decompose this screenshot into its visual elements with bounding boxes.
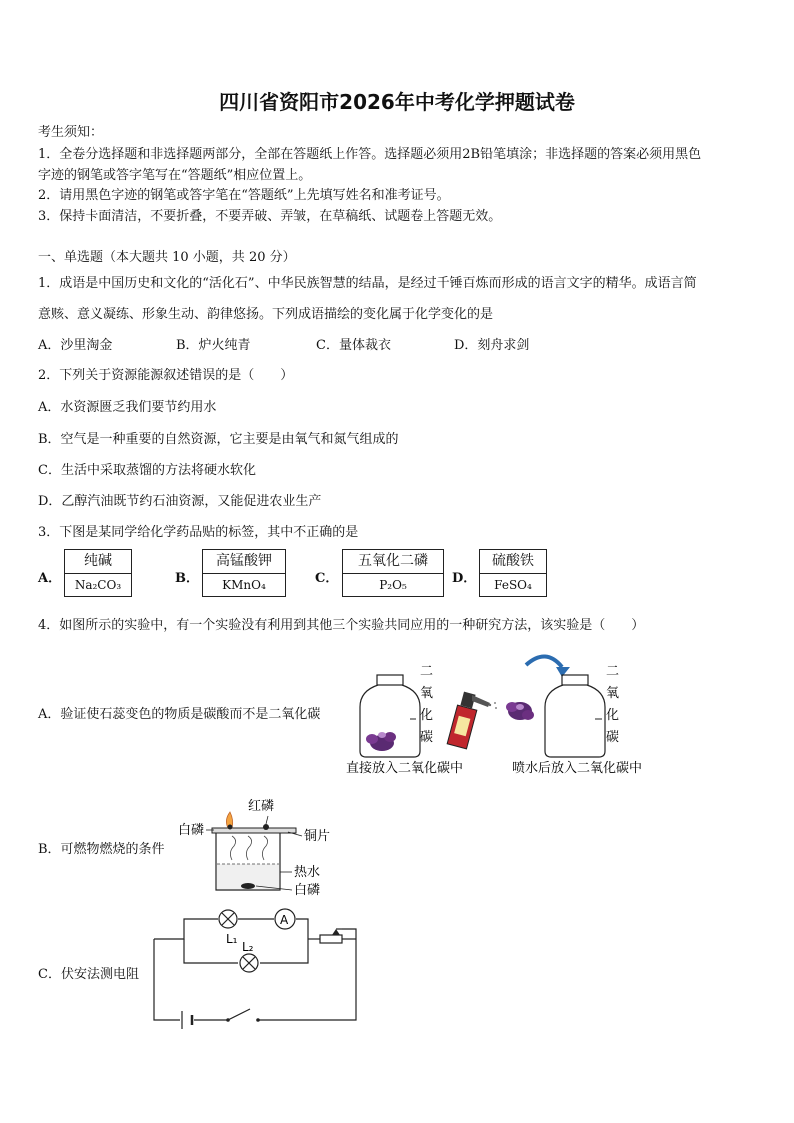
section-heading: 一、单选题（本大题共 10 小题，共 20 分） (38, 250, 296, 265)
q4-option-a: A．验证使石蕊变色的物质是碳酸而不是二氧化碳 (38, 707, 321, 722)
q3-letter-b: B． (175, 571, 199, 586)
notice-heading: 考生须知： (38, 125, 104, 140)
lamp-l2-icon (240, 954, 258, 972)
q1-stem-line2: 意赅、意义凝练、形象生动、韵律悠扬。下列成语描绘的变化属于化学变化的是 (38, 307, 494, 322)
gas-jar-right (545, 675, 605, 757)
phosphorus-dot (241, 883, 255, 889)
phosphorus-dot (228, 825, 233, 830)
notice-item: 3．保持卡面清洁，不要折叠，不要弄破、弄皱，在草稿纸、试题卷上答题无效。 (38, 209, 502, 224)
copper-plate (212, 828, 296, 833)
gas-label-char: 氧 (606, 686, 620, 701)
q4-option-b: B．可燃物燃烧的条件 (38, 842, 165, 857)
q2-option-a: A．水资源匮乏我们要节约用水 (38, 400, 217, 415)
q1-option-d: D．刻舟求剑 (454, 338, 530, 353)
curved-arrow-icon (526, 656, 562, 667)
combustion-experiment-figure (176, 794, 341, 898)
lamp-l2-label: L₂ (242, 940, 254, 954)
q1-option-c: C．量体裁衣 (316, 338, 391, 353)
red-phosphorus-label: 红磷 (248, 799, 275, 814)
circuit-diagram-figure (150, 905, 365, 1030)
reagent-name: 硫酸铁 (480, 550, 546, 574)
notice-item: 字迹的钢笔或答字笔写在“答题纸”相应位置上。 (38, 168, 312, 183)
battery-icon (182, 1011, 192, 1029)
gas-label-char: 化 (420, 708, 434, 723)
phosphorus-dot (263, 824, 269, 830)
lamp-l1-icon (219, 910, 237, 928)
steam-icon (262, 836, 267, 860)
purple-flower-icon (506, 702, 534, 720)
reagent-formula: Na₂CO₃ (74, 578, 122, 592)
notice-item: 1．全卷分选择题和非选择题两部分，全部在答题纸上作答。选择题必须用2B铅笔填涂；非选择题的答案必须用黑色 (38, 147, 702, 162)
caption-direct: 直接放入二氧化碳中 (346, 761, 464, 776)
steam-icon (230, 836, 235, 860)
q4-stem: 4．如图所示的实验中，有一个实验没有利用到其他三个实验共同应用的一种研究方法，该实验是（ ） (38, 618, 645, 633)
page-title: 四川省资阳市2026年中考化学押题试卷 (219, 90, 575, 114)
steam-icon (246, 836, 251, 860)
q2-option-c: C．生活中采取蒸馏的方法将硬水软化 (38, 463, 256, 478)
q4-option-c: C．伏安法测电阻 (38, 967, 139, 982)
white-phosphorus-water-label: 白磷 (294, 883, 321, 898)
reagent-label-b (202, 549, 286, 597)
reagent-label-c (342, 549, 444, 597)
caption-spray: 喷水后放入二氧化碳中 (512, 761, 643, 776)
reagent-formula: FeSO₄ (494, 578, 532, 592)
q3-letter-d: D． (452, 571, 477, 586)
pointer-line (266, 816, 268, 824)
reagent-name: 五氧化二磷 (343, 550, 443, 574)
q3-stem: 3．下图是某同学给化学药品贴的标签，其中不正确的是 (38, 525, 359, 540)
reagent-label-a (64, 549, 132, 597)
q3-letter-a: A． (38, 571, 62, 586)
q2-option-d: D．乙醇汽油既节约石油资源，又能促进农业生产 (38, 494, 322, 509)
ammeter-label: A (280, 913, 289, 927)
gas-label-char: 二 (420, 664, 434, 679)
notice-item: 2．请用黑色字迹的钢笔或答字笔在“答题纸”上先填写姓名和准考证号。 (38, 188, 450, 203)
q2-stem: 2．下列关于资源能源叙述错误的是（ ） (38, 368, 294, 383)
rheostat-icon (320, 929, 342, 943)
ammeter-icon (275, 909, 295, 929)
reagent-formula: P₂O₅ (379, 578, 407, 592)
gas-label-char: 氧 (420, 686, 434, 701)
white-phosphorus-label: 白磷 (178, 823, 205, 838)
copper-sheet-label: 铜片 (304, 829, 331, 844)
reagent-formula: KMnO₄ (222, 578, 266, 592)
q1-option-a: A．沙里淘金 (38, 338, 113, 353)
hot-water-label: 热水 (294, 865, 321, 880)
q1-stem-line1: 1．成语是中国历史和文化的“活化石”、中华民族智慧的结晶，是经过千锤百炼而形成的语言文字的精华。成语言简 (38, 276, 697, 291)
gas-label-char: 二 (606, 664, 620, 679)
q1-option-b: B．炉火纯青 (176, 338, 251, 353)
q3-letter-c: C． (315, 571, 339, 586)
litmus-co2-experiment-figure (340, 645, 670, 780)
q2-option-b: B．空气是一种重要的自然资源，它主要是由氧气和氮气组成的 (38, 432, 399, 447)
reagent-name: 纯碱 (65, 550, 131, 574)
switch-icon (226, 1009, 260, 1022)
reagent-label-d (479, 549, 547, 597)
spray-bottle-icon (447, 692, 497, 749)
gas-label-char: 碳 (606, 730, 620, 745)
reagent-name: 高锰酸钾 (203, 550, 285, 574)
gas-label-char: 碳 (420, 730, 434, 745)
lamp-l1-label: L₁ (226, 932, 238, 946)
purple-flower-icon (366, 732, 396, 751)
gas-label-char: 化 (606, 708, 620, 723)
